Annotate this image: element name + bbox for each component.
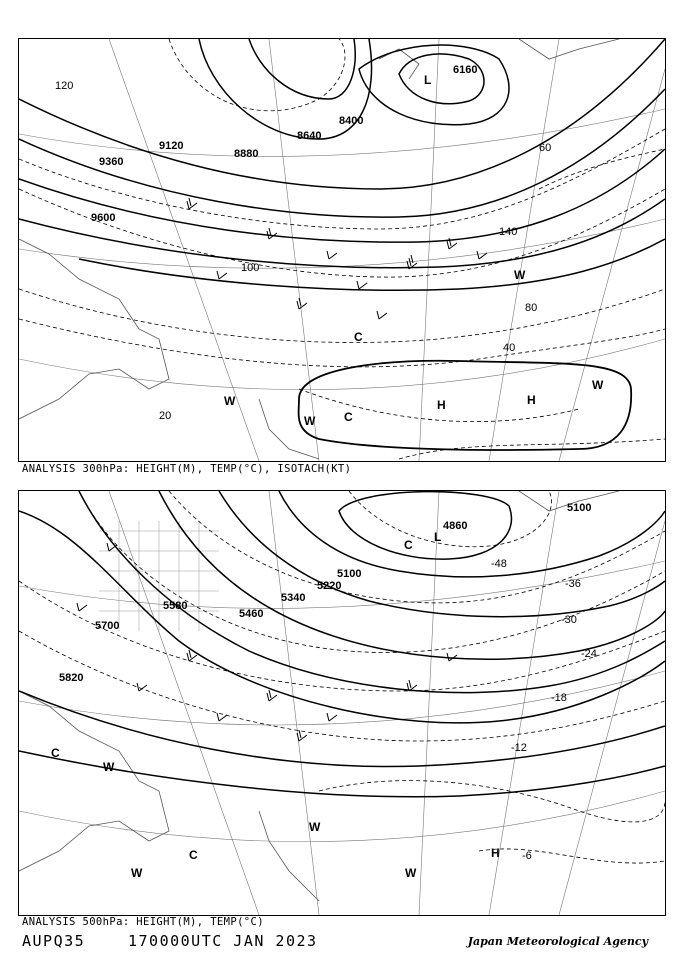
height-labels [91,64,477,224]
wind-barbs [77,543,457,741]
map-500hpa-graphic [19,491,665,915]
height-label: 5700 [95,620,120,632]
valid-time: 170000UTC JAN 2023 [128,932,318,950]
height-label: 5100 [567,502,592,514]
height-label: 8880 [234,148,259,160]
cold-center-marker: C [51,746,60,760]
temperature-label: -48 [491,558,507,570]
temperature-label: -36 [565,578,581,590]
cold-center-marker: C [189,848,198,862]
height-label: 9600 [91,212,116,224]
map-panel-300hpa [18,38,666,462]
isotach-label: 120 [55,80,74,92]
height-contours [19,491,665,797]
isotach-label: 20 [159,410,172,422]
height-label: 5340 [281,592,306,604]
temperature-label: -30 [561,614,577,626]
warm-center-marker: W [309,820,321,834]
height-label: 5220 [317,580,342,592]
temperature-label: -18 [551,692,567,704]
caption-500hpa: ANALYSIS 500hPa: HEIGHT(M), TEMP(°C) [22,916,264,928]
warm-center-marker: W [592,378,604,392]
height-label: 4860 [443,520,468,532]
warm-center-marker: W [224,394,236,408]
height-label: 5100 [337,568,362,580]
isotach-label: 100 [241,262,260,274]
isotach-label: 80 [525,302,538,314]
height-label: 5460 [239,608,264,620]
temperature-label: -24 [581,648,597,660]
chart-id: AUPQ35 [22,932,86,950]
height-label: 6160 [453,64,478,76]
low-center-marker: L [434,530,442,544]
isotach-label: 40 [503,342,516,354]
cold-center-marker: C [344,410,353,424]
isotach-label: 140 [499,226,518,238]
center-markers [224,73,604,428]
cold-center-marker: C [354,330,363,344]
graticule [19,491,665,915]
caption-300hpa: ANALYSIS 300hPa: HEIGHT(M), TEMP(°C), ISOTACH(KT) [22,463,352,475]
isotach-label: 60 [539,142,552,154]
warm-center-marker: W [131,866,143,880]
map-300hpa-graphic [19,39,665,461]
coastline [19,491,619,901]
warm-center-marker: W [405,866,417,880]
height-label: 9360 [99,156,124,168]
center-markers [51,530,500,880]
temperature-label: -6 [522,850,532,862]
warm-center-marker: W [514,268,526,282]
height-label: 9120 [159,140,184,152]
map-panel-500hpa [18,490,666,916]
high-center-marker: H [527,393,536,407]
low-center-marker: L [424,73,432,87]
height-label: 5580 [163,600,188,612]
high-contour [299,361,632,450]
warm-center-marker: W [304,414,316,428]
warm-center-marker: W [103,760,115,774]
graticule [19,39,665,461]
height-label: 5820 [59,672,84,684]
height-label: 8640 [297,130,322,142]
temperature-label: -12 [511,742,527,754]
height-label: 8400 [339,115,364,127]
temperature-labels [491,558,597,862]
cold-center-marker: C [404,538,413,552]
high-center-marker: H [491,846,500,860]
high-center-marker: H [437,398,446,412]
moisture-hatch [99,521,219,631]
isotach-lines [19,39,665,459]
agency-credit: Japan Meteorological Agency [467,935,648,948]
